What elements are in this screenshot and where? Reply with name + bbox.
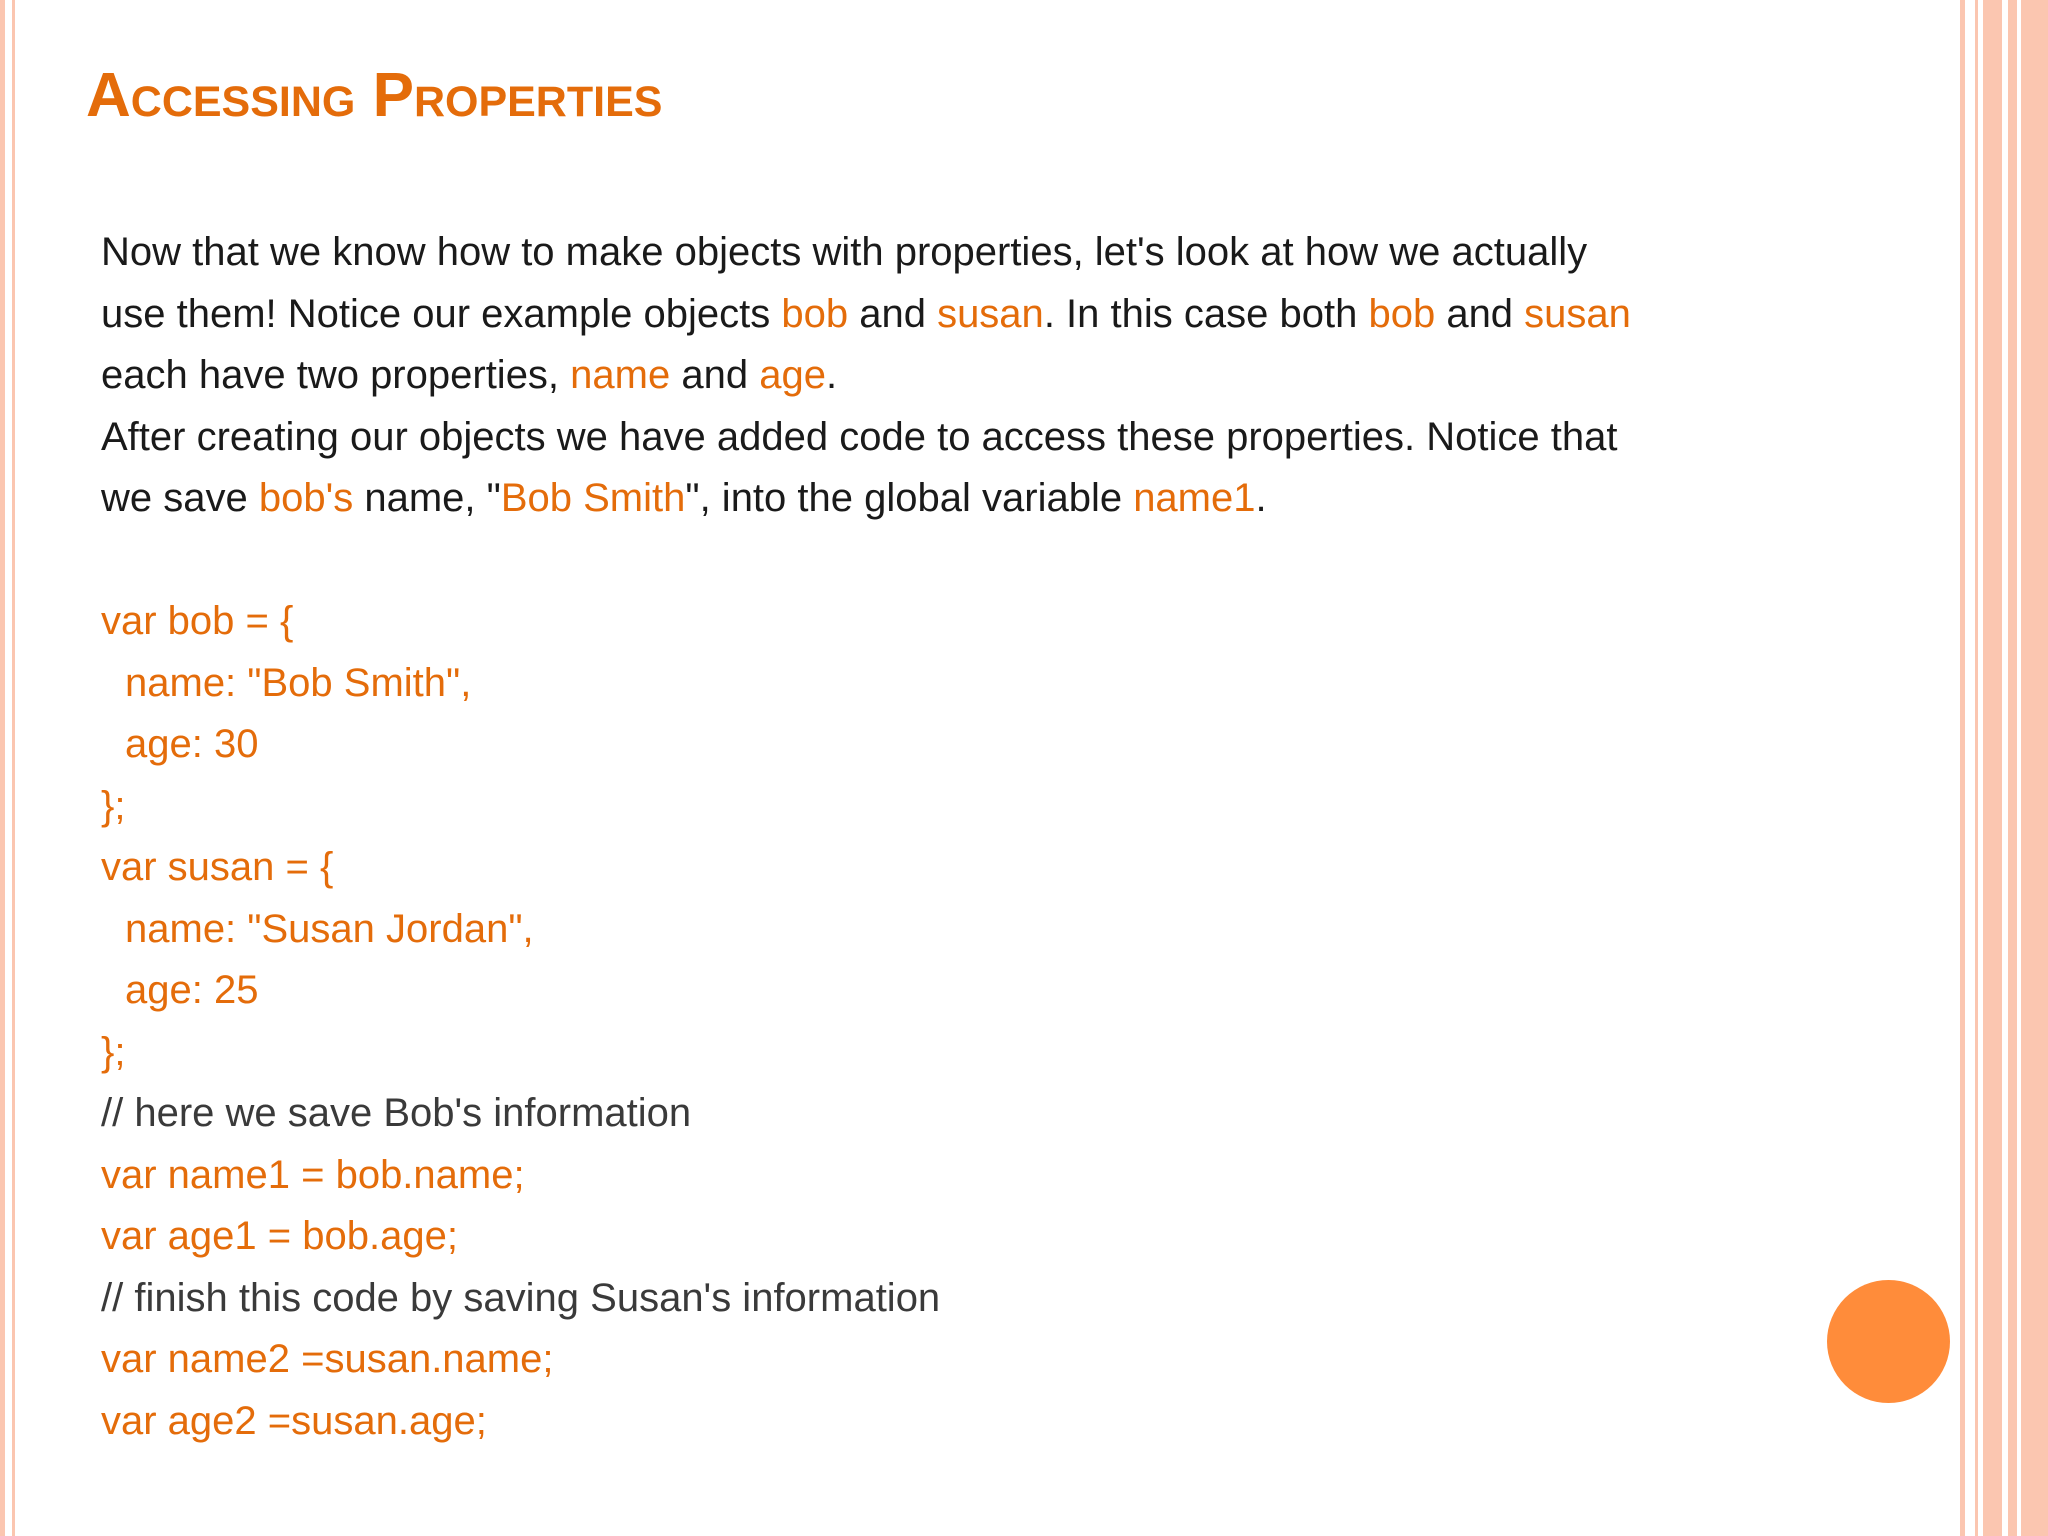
paragraph-text: we save	[101, 476, 259, 520]
code-line: };	[101, 1029, 126, 1074]
highlighted-term: bob's	[258, 476, 354, 520]
code-line: age: 25	[125, 968, 259, 1012]
paragraph-text: and	[848, 291, 938, 336]
right-frame-stripe-4	[2008, 0, 2048, 1536]
intro-paragraph	[101, 222, 1961, 530]
blank-line	[101, 530, 1961, 592]
paragraph-text: each have two properties,	[101, 353, 571, 397]
code-line: var name2 =susan.name;	[101, 1337, 554, 1381]
paragraph-line	[101, 222, 1961, 284]
paragraph-text: . In this case both	[1043, 291, 1369, 336]
code-line: };	[101, 783, 126, 828]
highlighted-term: bob	[1368, 291, 1436, 336]
paragraph-line	[101, 284, 1961, 346]
highlighted-term: susan	[1524, 291, 1631, 336]
paragraph-text: and	[670, 353, 760, 397]
highlighted-term: Bob Smith	[500, 476, 686, 520]
decorative-circle	[1827, 1280, 1950, 1403]
code-block	[101, 591, 1961, 1452]
slide-title: Accessing Properties	[86, 61, 663, 130]
code-comment-line: // here we save Bob's information	[101, 1091, 692, 1135]
paragraph-text: .	[1255, 476, 1267, 520]
highlighted-term: susan	[937, 291, 1044, 336]
paragraph-line	[101, 468, 1961, 530]
highlighted-term: age	[759, 353, 826, 397]
code-comment-line: // finish this code by saving Susan's information	[101, 1275, 941, 1320]
left-frame-stripe-outer	[0, 0, 5, 1536]
code-line: var age1 = bob.age;	[101, 1214, 458, 1258]
paragraph-text: Now that we know how to make objects with properties, let's look at how we actually	[101, 230, 1588, 274]
right-frame-stripe-3	[1983, 0, 2002, 1536]
code-line: name: "Susan Jordan",	[125, 906, 534, 951]
paragraph-text: use them! Notice our example objects	[101, 291, 782, 336]
paragraph-text: ", into the global variable	[685, 476, 1134, 520]
highlighted-term: bob	[781, 291, 849, 336]
highlighted-term: name1	[1133, 476, 1256, 520]
highlighted-term: name	[570, 353, 671, 397]
slide-body	[101, 222, 1961, 1452]
code-line: var age2 =susan.age;	[101, 1398, 487, 1443]
code-line: name: "Bob Smith",	[125, 660, 472, 705]
code-line: age: 30	[125, 722, 259, 766]
right-frame-stripe-2	[1975, 0, 1978, 1536]
paragraph-text: name, "	[353, 476, 501, 520]
paragraph-line	[101, 345, 1961, 407]
paragraph-text: After creating our objects we have added code to access these properties. Notice that	[101, 414, 1618, 459]
paragraph-line	[101, 407, 1961, 469]
paragraph-text: .	[825, 353, 838, 397]
code-line: var name1 = bob.name;	[101, 1152, 525, 1197]
left-frame-stripe-inner	[12, 0, 15, 1536]
code-line: var susan = {	[101, 845, 334, 889]
code-line: var bob = {	[101, 599, 294, 643]
paragraph-text: and	[1435, 291, 1525, 336]
